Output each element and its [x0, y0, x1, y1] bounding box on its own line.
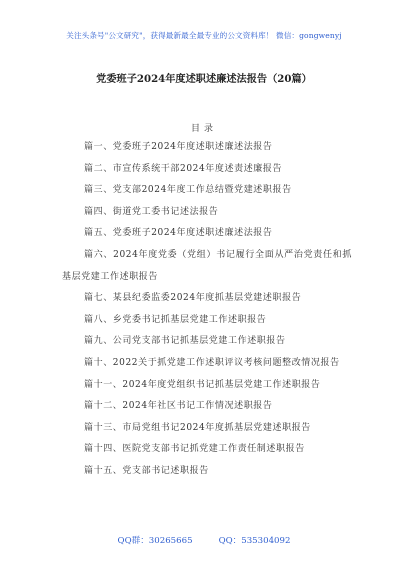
toc-item: 篇一、党委班子2024年度述职述廉述法报告	[84, 142, 273, 152]
qq-number: QQ：535304092	[218, 536, 291, 546]
toc-heading: 目录	[190, 124, 217, 134]
toc-item: 篇二、市宣传系统干部2024年度述责述廉报告	[84, 163, 283, 174]
toc-item: 篇九、公司党支部书记抓基层党建工作述职报告	[84, 336, 286, 347]
document-title: 党委班子2024年度述职述廉述法报告（20篇）	[96, 73, 312, 85]
toc-item: 篇十、2022关于抓党建工作述职评议考核问题整改情况报告	[84, 357, 340, 368]
toc-item: 篇四、街道党工委书记述法报告	[84, 206, 219, 217]
toc-item: 篇八、乡党委书记抓基层党建工作述职报告	[84, 314, 267, 325]
qq-group-number: QQ群：30265665	[117, 536, 193, 546]
table-of-contents	[62, 137, 352, 483]
toc-item: 篇三、党支部2024年度工作总结暨党建述职报告	[84, 185, 292, 196]
toc-item: 篇七、某县纪委监委2024年度抓基层党建述职报告	[84, 293, 302, 304]
toc-item: 篇十二、2024年社区书记工作情况述职报告	[84, 401, 273, 412]
toc-item: 篇五、党委班子2024年度述职述廉述法报告	[84, 228, 273, 239]
toc-item: 篇十一、2024年度党组织书记抓基层党建工作述职报告	[84, 379, 321, 390]
toc-item: 篇六、2024年度党委（党组）书记履行全面从严治党责任和抓基层党建工作述职报告	[62, 249, 352, 282]
toc-item: 篇十五、党支部书记述职报告	[84, 465, 209, 476]
header-watermark: 关注头条号"公文研究"，获得最新最全最专业的公文资料库！ 微信：gongwenyj	[66, 31, 342, 40]
footer-contact	[0, 534, 408, 546]
toc-item: 篇十三、市局党组书记2024年度抓基层党建述职报告	[84, 422, 311, 433]
toc-item: 篇十四、医院党支部书记抓党建工作责任制述职报告	[84, 444, 305, 455]
